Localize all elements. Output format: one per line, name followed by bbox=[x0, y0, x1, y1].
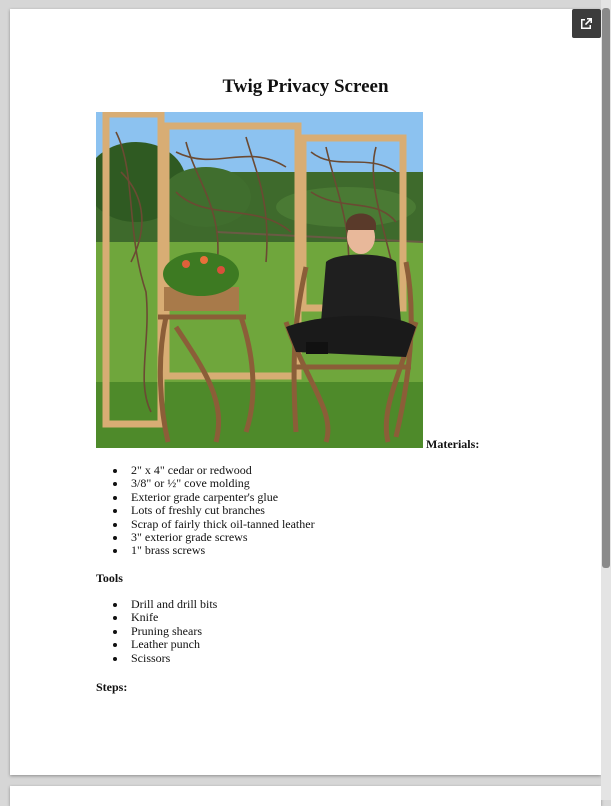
list-item: 1" brass screws bbox=[96, 544, 315, 557]
materials-label: Materials: bbox=[426, 437, 480, 451]
tools-heading: Tools bbox=[96, 571, 123, 585]
open-in-new-button[interactable] bbox=[572, 9, 601, 38]
page-title: Twig Privacy Screen bbox=[222, 76, 389, 97]
list-item: Drill and drill bits bbox=[96, 598, 217, 611]
steps-heading: Steps: bbox=[96, 680, 128, 694]
next-document-page bbox=[10, 786, 601, 806]
open-in-new-icon bbox=[579, 16, 594, 31]
list-item: Pruning shears bbox=[96, 625, 217, 638]
list-item: Exterior grade carpenter's glue bbox=[96, 491, 315, 504]
list-item: Knife bbox=[96, 611, 217, 624]
tools-list bbox=[96, 598, 217, 665]
privacy-screen-photo bbox=[96, 112, 423, 448]
list-item: 2" x 4" cedar or redwood bbox=[96, 464, 315, 477]
list-item: 3" exterior grade screws bbox=[96, 531, 315, 544]
list-item: Lots of freshly cut branches bbox=[96, 504, 315, 517]
materials-list bbox=[96, 464, 315, 558]
list-item: Leather punch bbox=[96, 638, 217, 651]
list-item: 3/8" or ½" cove molding bbox=[96, 477, 315, 490]
scrollbar-thumb[interactable] bbox=[602, 8, 610, 568]
vertical-scrollbar[interactable] bbox=[601, 0, 611, 800]
list-item: Scissors bbox=[96, 652, 217, 665]
list-item: Scrap of fairly thick oil-tanned leather bbox=[96, 518, 315, 531]
